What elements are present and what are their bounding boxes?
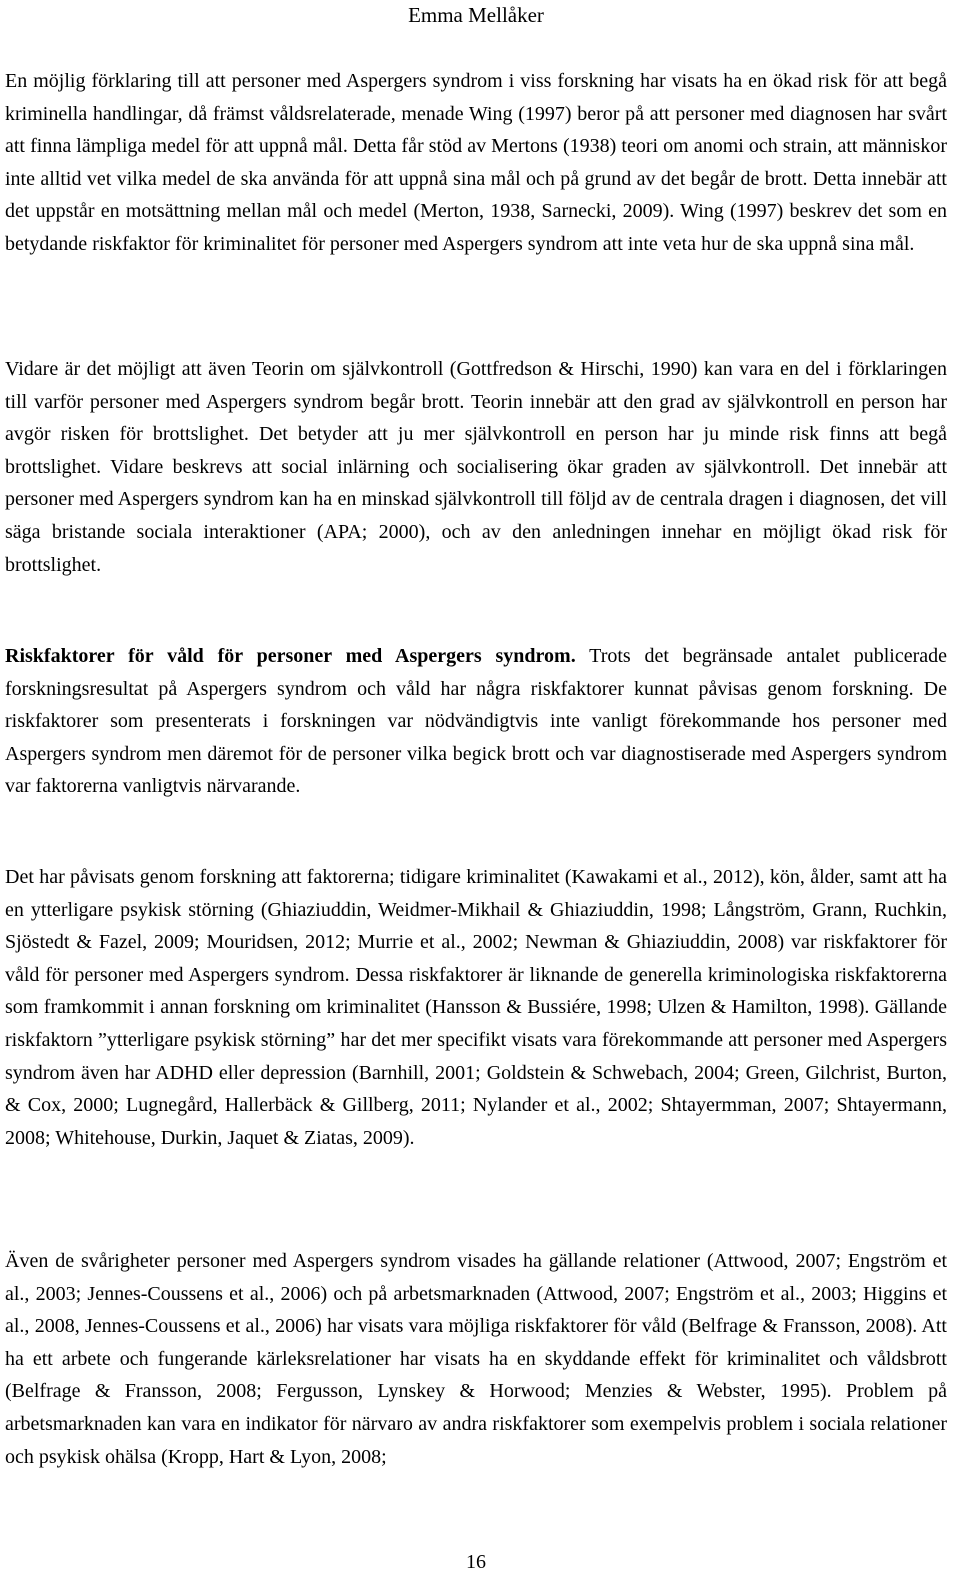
paragraph-identified-factors: Det har påvisats genom forskning att faktorerna; tidigare kriminalitet (Kawakami et al., 2012), kön, ålder, samt att ha en ytterligare psykisk störning (Ghiaziuddin, Weidmer-Mikhail & Ghiaziuddin, 1998; Långström, Grann, Ruchkin, Sjöstedt & Fazel, 2009; Mouridsen, 2012; Murrie et al., 2002; Newman & Ghiaziuddin, 2008) var riskfaktorer för våld för personer med Aspergers syndrom. Dessa riskfaktorer är liknande de generella kriminologiska riskfaktorerna som framkommit i annan forskning om kriminalitet (Hansson & Bussiére, 1998; Ulzen & Hamilton, 1998). Gällande riskfaktorn ”ytterligare psykisk störning” har det mer specifikt visats vara förekommande att personer med Aspergers syndrom även har ADHD eller depression (Barnhill, 2001; Goldstein & Schwebach, 2004; Green, Gilchrist, Burton, & Cox, 2000; Lugnegård, Hallerbäck & Gillberg, 2011; Nylander et al., 2002; Shtayermman, 2007; Shtayermann, 2008; Whitehouse, Durkin, Jaquet & Ziatas, 2009). [5, 866, 947, 1149]
paragraph-wing-explanation: En möjlig förklaring till att personer med Aspergers syndrom i viss forskning har visats ha en ökad risk för att begå kriminella handlingar, då främst våldsrelaterade, menade Wing (1997) beror på att personer med diagnosen har svårt att finna lämpliga medel för att uppnå mål. Detta får stöd av Mertons (1938) teori om anomi och strain, att människor inte alltid vet vilka medel de ska använda för att uppnå sina mål och på grund av det begår de brott. Detta innebär att det uppstår en motsättning mellan mål och medel (Merton, 1938, Sarnecki, 2009). Wing (1997) beskrev det som en betydande riskfaktor för kriminalitet för personer med Aspergers syndrom att inte veta hur de ska uppnå sina mål. [5, 70, 947, 255]
page-number: 16 [466, 1551, 486, 1573]
paragraph-self-control-theory: Vidare är det möjligt att även Teorin om självkontroll (Gottfredson & Hirschi, 1990) kan vara en del i förklaringen till varför personer med Aspergers syndrom begår brott. Teorin innebär att den grad av självkontroll en person har avgör risken för brottslighet. Det betyder att ju mer självkontroll en person har ju minde risk finns att begå brottslighet. Vidare beskrevs att social inlärning och socialisering ökar graden av självkontroll. Det innebär att personer med Aspergers syndrom kan ha en minskad självkontroll till följd av de centrala dragen i diagnosen, det vill säga bristande sociala interaktioner (APA; 2000), och av den anledningen innehar en möjligt ökad risk för brottslighet. [5, 358, 947, 576]
paragraph-relationships-work: Även de svårigheter personer med Aspergers syndrom visades ha gällande relationer (Attwood, 2007; Engström et al., 2003; Jennes-Coussens et al., 2006) och på arbetsmarknaden (Attwood, 2007; Engström et al., 2003; Higgins et al., 2008, Jennes-Coussens et al., 2006) har visats vara möjliga riskfaktorer för våld (Belfrage & Fransson, 2008). Att ha ett arbete och fungerande kärleksrelationer har visats ha en skyddande effekt för kriminalitet och våldsbrott (Belfrage & Fransson, 2008; Fergusson, Lynskey & Horwood; Menzies & Webster, 1995). Problem på arbetsmarknaden kan vara en indikator för närvaro av andra riskfaktorer som exempelvis problem i sociala relationer och psykisk ohälsa (Kropp, Hart & Lyon, 2008; [5, 1250, 947, 1468]
running-header-author: Emma Mellåker [408, 3, 544, 27]
paragraph-risk-factors-intro [5, 640, 947, 803]
document-page [5, 0, 947, 1573]
section-heading-risk-factors: Riskfaktorer för våld för personer med Aspergers syndrom. [5, 645, 576, 667]
paragraph-risk-factors-body: Trots det begränsade antalet publicerade forskningsresultat på Aspergers syndrom och våld har några riskfaktorer kunnat påvisas genom forskning. De riskfaktorer som presenterats i forskningen var nödvändigtvis inte vanligt förekommande hos personer med Aspergers syndrom men däremot för de personer vilka begick brott och var diagnostiserade med Aspergers syndrom var faktorerna vanligtvis närvarande. [5, 645, 947, 798]
